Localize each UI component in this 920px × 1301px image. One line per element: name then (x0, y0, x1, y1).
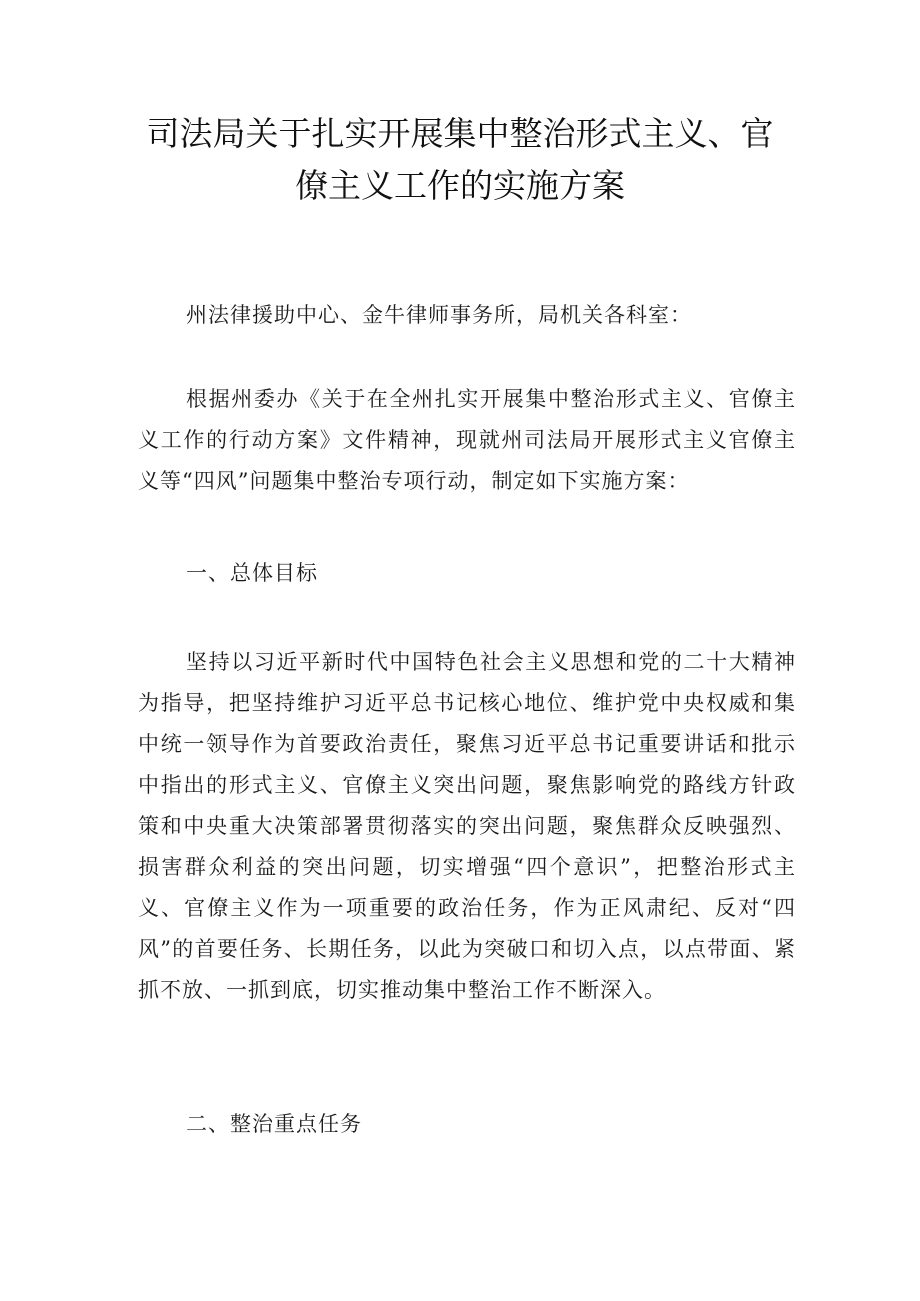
section-heading-2: 二、整治重点任务 (186, 1112, 362, 1136)
document-title (120, 108, 800, 212)
paragraph-overall-goal: 坚持以习近平新时代中国特色社会主义思想和党的二十大精神为指导，把坚持维护习近平总书记核心地位、维护党中央权威和集中统一领导作为首要政治责任，聚焦习近平总书记重要讲话和批示中指出的形式主义、官僚主义突出问题，聚焦影响党的路线方针政策和中央重大决策部署贯彻落实的突出问题，聚焦群众反映强烈、损害群众利益的突出问题，切实增强“四个意识”，把整治形式主义、官僚主义作为一项重要的政治任务，作为正风肃纪、反对“四风”的首要任务、长期任务，以此为突破口和切入点，以点带面、紧抓不放、一抓到底，切实推动集中整治工作不断深入。 (138, 650, 796, 1002)
title-line-2: 僚主义工作的实施方案 (295, 166, 625, 205)
salutation: 州法律援助中心、金牛律师事务所，局机关各科室： (186, 303, 692, 327)
section-heading-1: 一、总体目标 (186, 561, 318, 585)
paragraph-intro: 根据州委办《关于在全州扎实开展集中整治形式主义、官僚主义工作的行动方案》文件精神，现就州司法局开展形式主义官僚主义等“四风”问题集中整治专项行动，制定如下实施方案： (138, 387, 796, 493)
title-line-1: 司法局关于扎实开展集中整治形式主义、官 (146, 114, 774, 153)
